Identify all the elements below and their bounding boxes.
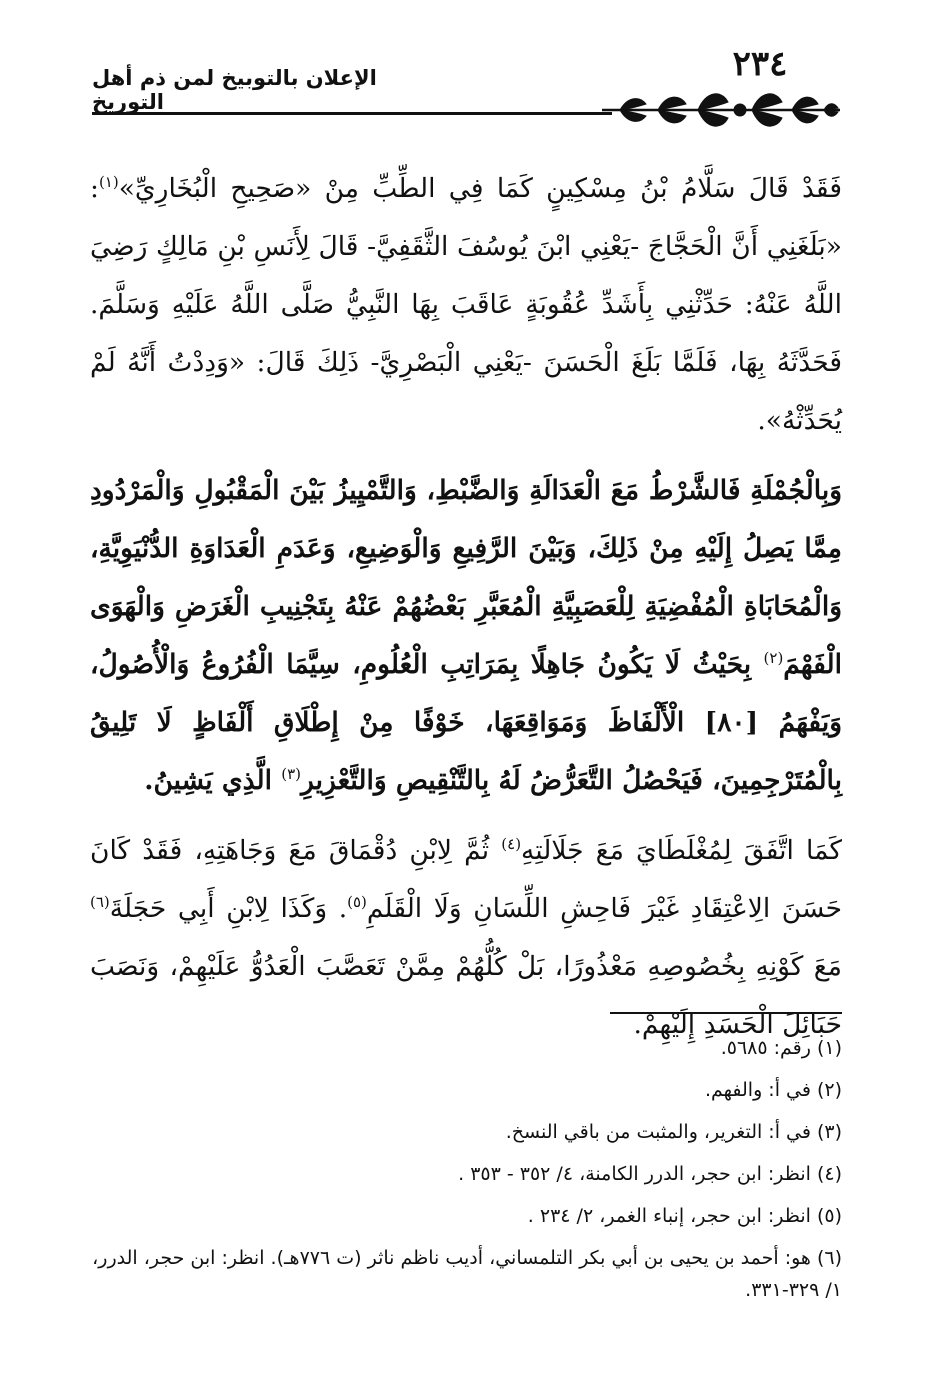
footnote-reference: (٣) [281,765,301,784]
paragraph-text: وَبِالْجُمْلَةِ فَالشَّرْطُ مَعَ الْعَدَالَةِ وَالضَّبْطِ، وَالتَّمْيِيزُ بَيْنَ الْمَقْبُولِ وَالْمَرْدُودِ مِمَّا يَصِلُ إِلَيْهِ مِنْ ذَلِكَ، وَبَيْنَ الرَّفِيعِ وَالْوَضِيعِ، وَعَدَمِ الْعَدَاوَةِ الدُّنْيَوِيَّةِ، وَالْمُحَابَاةِ الْمُفْضِيَةِ لِلْعَصَبِيَّةِ الْمُعَبَّرِ بَعْضُهُمْ عَنْهُ بِتَجْنِيبِ الْغَرَضِ وَالْهَوَى الْفَهْمَ [90,475,842,680]
header-rule [92,112,612,115]
paragraph-1 [90,160,842,450]
footnote-number: (١) [816,1037,842,1059]
footnote-item [90,1116,842,1148]
footnote-text: في أ: التغرير، والمثبت من باقي النسخ. [505,1121,811,1143]
footnote-item [90,1242,842,1306]
footnote-text: في أ: والفهم. [704,1079,811,1101]
footnote-number: (٦) [816,1247,842,1269]
paragraph-text: : «بَلَغَنِي أَنَّ الْحَجَّاجَ -يَعْنِي ابْنَ يُوسُفَ الثَّقَفِيَّ- قَالَ لِأَنَسِ بْنِ مَالِكٍ رَضِيَ اللَّهُ عَنْهُ: حَدِّثْنِي بِأَشَدِّ عُقُوبَةٍ عَاقَبَ بِهَا النَّبِيُّ صَلَّى اللَّهُ عَلَيْهِ وَسَلَّمَ. فَحَدَّثَهُ بِهَا، فَلَمَّا بَلَغَ الْحَسَنَ -يَعْنِي الْبَصْرِيَّ- ذَلِكَ قَالَ: «وَدِدْتُ أَنَّهُ لَمْ يُحَدِّثْهُ». [90,173,842,436]
footnote-reference: (٥) [347,893,367,912]
page-number: ٢٣٤ [732,44,788,84]
footnotes-list [90,1032,842,1316]
footnote-reference: (٢) [763,649,784,668]
paragraph-3 [90,822,842,1054]
footnote-item [90,1200,842,1232]
footnote-item [90,1158,842,1190]
main-text [90,160,842,1054]
floral-ornament-icon [600,84,842,136]
footnote-text: انظر: ابن حجر، إنباء الغمر، ٢/ ٢٣٤ . [527,1205,811,1227]
footnote-reference: (٤) [501,835,522,854]
paragraph-text: . وَكَذَا لِابْنِ أَبِي حَجَلَةَ [109,893,348,924]
paragraph-text: فَقَدْ قَالَ سَلَّامُ بْنُ مِسْكِينٍ كَمَا فِي الطِّبِّ مِنْ «صَحِيحِ الْبُخَارِيِّ» [118,173,842,204]
footnote-separator [610,1012,842,1014]
footnote-number: (٣) [816,1121,842,1143]
paragraph-text: بِحَيْثُ لَا يَكُونُ جَاهِلًا بِمَرَاتِبِ الْعُلُومِ، سِيَّمَا الْفُرُوعُ وَالْأُصُولُ، وَيَفْهَمُ [٨٠] الْأَلْفَاظَ وَمَوَاقِعَهَا، خَوْفًا مِنْ إِطْلَاقِ أَلْفَاظٍ لَا تَلِيقُ بِالْمُتَرْجِمِينَ، فَيَحْصُلُ التَّعَرُّضُ لَهُ بِالتَّنْقِيصِ وَالتَّعْزِيرِ [90,649,842,796]
paragraph-text: كَمَا اتَّفَقَ لِمُغْلَطَايَ مَعَ جَلَالَتِهِ [521,835,842,866]
footnote-reference: (٦) [90,893,110,912]
footnote-number: (٤) [816,1163,842,1185]
running-title: الإعلان بالتوبيخ لمن ذم أهل التوريخ [92,66,377,114]
footnote-item [90,1032,842,1064]
footnote-text: رقم: ٥٦٨٥. [720,1037,811,1059]
footnote-text: هو: أحمد بن يحيى بن أبي بكر التلمساني، أديب ناظم ناثر (ت ٧٧٦هـ). انظر: ابن حجر، الدرر، ١/ ٣٢٩-٣٣١. [92,1247,842,1301]
footnote-number: (٢) [816,1079,842,1101]
paragraph-text: الَّذِي يَشِينُ. [144,765,282,796]
paragraph-text: مَعَ كَوْنِهِ بِخُصُوصِهِ مَعْذُورًا، بَلْ كُلُّهُمْ مِمَّنْ تَعَصَّبَ الْعَدُوُّ عَلَيْهِمْ، وَنَصَبَ حَبَائِلَ الْحَسَدِ إِلَيْهِمْ. [90,951,842,1040]
paragraph-2 [90,462,842,810]
footnote-text: انظر: ابن حجر، الدرر الكامنة، ٤/ ٣٥٢ - ٣٥٣ . [458,1163,811,1185]
footnote-reference: (١) [98,173,119,192]
footnote-item [90,1074,842,1106]
footnote-number: (٥) [816,1205,842,1227]
paragraph-text: ثُمَّ لِابْنِ دُقْمَاقَ مَعَ وَجَاهَتِهِ، فَقَدْ كَانَ حَسَنَ الِاعْتِقَادِ غَيْرَ فَاحِشِ اللِّسَانِ وَلَا الْقَلَمِ [90,835,843,924]
